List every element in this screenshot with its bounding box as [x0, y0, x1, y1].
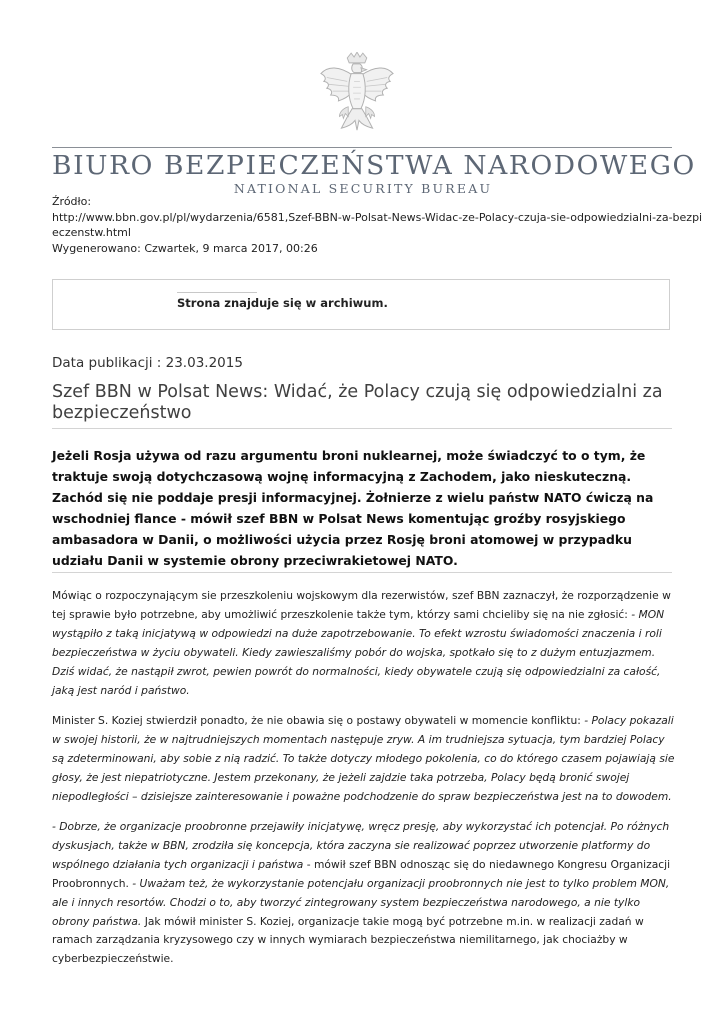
lead-divider: [52, 572, 672, 573]
source-url-line-2[interactable]: eczenstw.html: [52, 226, 131, 239]
article-paragraph-2: [52, 712, 676, 807]
source-url-line-1[interactable]: http://www.bbn.gov.pl/pl/wydarzenia/6581,Szef-BBN-w-Polsat-News-Widac-ze-Polacy-czuja-sie-odpowiedzialni-za-bezpi: [52, 210, 703, 224]
publication-date: Data publikacji : 23.03.2015: [52, 355, 243, 371]
paragraph-1-text: Mówiąc o rozpoczynającym sie przeszkoleniu wojskowym dla rezerwistów, szef BBN zaznaczył, że rozporządzenie w tej sprawie było potrzebne, aby umożliwić przeszkolenie także tym, którzy sami chcieliby się na nie zgłosić:: [52, 589, 671, 621]
article-title: Szef BBN w Polsat News: Widać, że Polacy czują się odpowiedzialni za bezpieczeństwo: [52, 382, 663, 423]
archive-notice-text: Strona znajduje się w archiwum.: [177, 296, 388, 310]
paragraph-3-text-a: - mówił szef BBN odnosząc się do niedawnego Kongresu Organizacji Proobronnych.: [52, 857, 671, 890]
title-divider: [52, 428, 672, 429]
article-paragraph-3: [52, 818, 676, 969]
source-meta: [52, 194, 703, 256]
paragraph-3-quote-b: - Uważam też, że wykorzystanie potencjału organizacji proobronnych nie jest to tylko problem MON, ale i innych resortów. Chodzi o to, aby tworzyć zintegrowany system bezpieczeństwa narodowego, a nie tylko obrony państwa.: [52, 876, 670, 928]
generated-timestamp: Wygenerowano: Czwartek, 9 marca 2017, 00:26: [52, 241, 318, 255]
paragraph-2-text: Minister S. Koziej stwierdził ponadto, że nie obawia się o postawy obywateli w momencie konfliktu:: [52, 714, 585, 727]
org-name-pl: BIURO BEZPIECZEŃSTWA NARODOWEGO: [52, 150, 696, 181]
source-label: Źródło:: [52, 195, 92, 208]
header-divider: [52, 147, 672, 148]
paragraph-2-quote: - Polacy pokazali w swojej historii, że w najtrudniejszych momentach następuje zryw. A im trudniejsza sytuacja, tym bardziej Polacy są zdeterminowani, aby sobie z nią radzić. To także dotyczy młodego pokolenia, co do którego czasem pojawiają sie głosy, że jest niepatriotyczne. Jestem przekonany, że jeżeli zajdzie taka potrzeba, Polacy będą bronić swojej niepodległości – dzisiejsze zainteresowanie i poważne podchodzenie do spraw bezpieczeństwa jest na to dowodem.: [52, 714, 675, 803]
paragraph-1-quote: - MON wystąpiło z taką inicjatywą w odpowiedzi na duże zapotrzebowanie. To efekt wzrostu świadomości znaczenia i roli bezpieczeństwa w życiu obywateli. Kiedy zawieszaliśmy pobór do wojska, spotkało się to z dużym entuzjazmem. Dziś widać, że nastąpił zwrot, pewien powrót do normalności, kiedy obywatele czują się odpowiedzialni za całość, jaką jest naród i państwo.: [52, 607, 665, 697]
article-lead: Jeżeli Rosja używa od razu argumentu broni nuklearnej, może świadczyć to o tym, że traktuje swoją dotychczasową wojnę informacyjną z Zachodem, jako nieskuteczną. Zachód się nie poddaje presji informacyjnej. Żołnierze z wielu państw NATO ćwiczą na wschodniej flance - mówił szef BBN w Polsat News komentując groźby rosyjskiego ambasadora w Danii, o możliwości użycia przez Rosję broni atomowej w przypadku udziału Danii w systemie obrony przeciwrakietowej NATO.: [52, 448, 654, 568]
white-eagle-emblem-icon: [318, 52, 396, 142]
article-paragraph-1: [52, 587, 676, 700]
paragraph-3-text-b: Jak mówił minister S. Koziej, organizacje takie mogą być potrzebne m.in. w realizacji zadań w ramach zarządzania kryzysowego czy w innych wymiarach bezpieczeństwa niemilitarnego, jak chociażby w cyberbezpieczeństwie.: [52, 914, 644, 966]
paragraph-3-quote-a: - Dobrze, że organizacje proobronne przejawiły inicjatywę, wręcz presję, aby wykorzystać ich potencjał. Po różnych dyskusjach, także w BBN, zrodziła się koncepcja, która zaczyna sie realizować poprzez utworzenie platformy do wspólnego działania tych organizacji i państwa: [52, 820, 670, 871]
archive-notice-box: [52, 279, 670, 330]
archive-notice-divider: [177, 292, 257, 293]
org-name-en: NATIONAL SECURITY BUREAU: [233, 181, 493, 196]
